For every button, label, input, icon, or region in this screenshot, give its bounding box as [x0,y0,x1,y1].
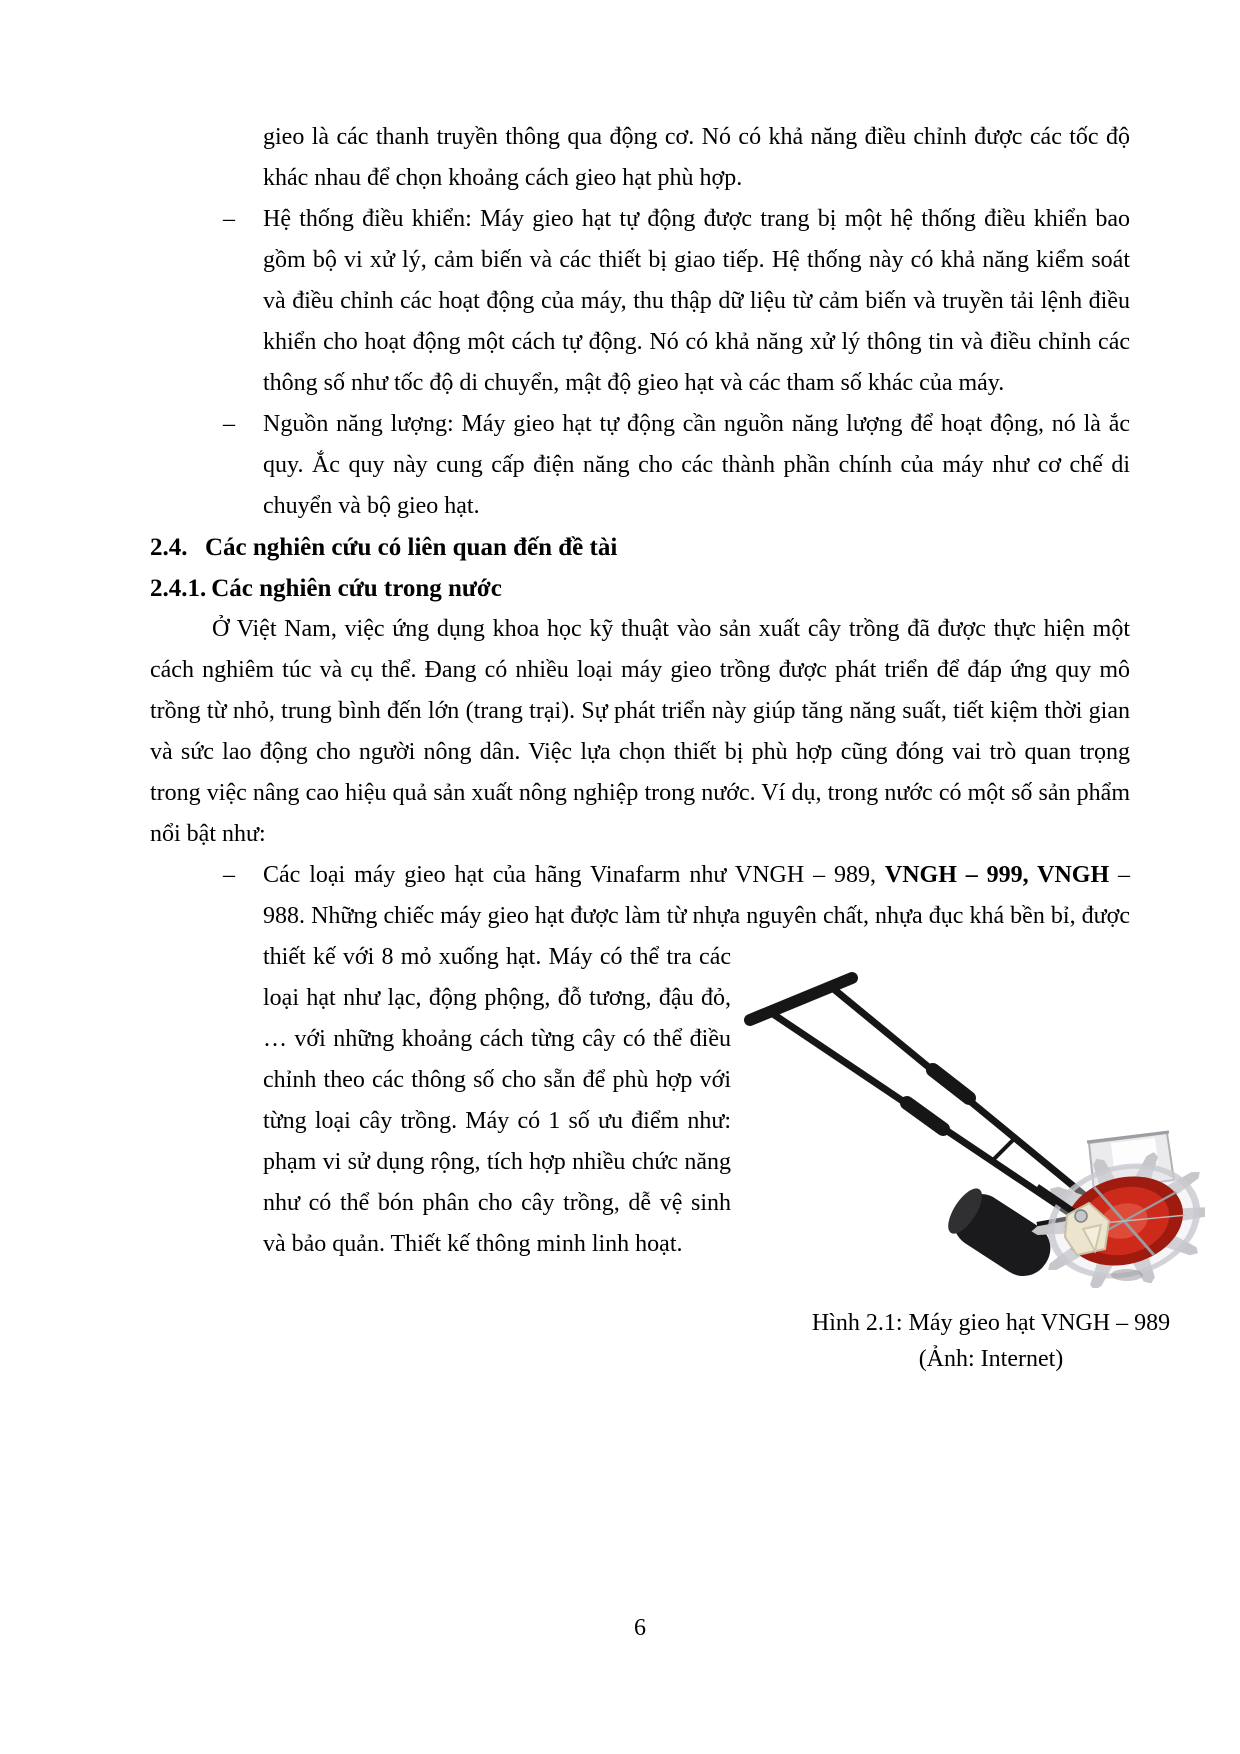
bullet-text-part3: bỉ, được thiết kế với 8 mỏ xuống hạt. Máy có thể tra các loại hạt như lạc, động phộng, đỗ tương, đậu đỏ, … với những khoảng cách từng cây có thể điều chỉnh theo các thông số cho sẵn để phù hợp với từng loại cây trồng. Máy có 1 số ưu điểm như: phạm vi sử dụng rộng, tích hợp nhiều chức năng như có thể bón phân cho cây trồng, dễ vệ sinh và bảo quản. Thiết kế thông minh linh hoạt. [263,903,1130,1257]
heading-label: Các nghiên cứu có liên quan đến đề tài [205,534,618,561]
bullet-dash: – [223,862,235,888]
figure-caption [737,1305,1205,1377]
wheel-shadow-part [1111,1269,1143,1281]
figure-caption-line1: Hình 2.1: Máy gieo hạt VNGH – 989 [811,1310,1171,1336]
bullet-text-part1: Các loại máy gieo hạt của hãng Vinafarm như VNGH – 989, [263,862,885,888]
figure-2-1 [737,937,1171,1377]
heading-label: Các nghiên cứu trong nước [211,575,502,602]
bullet-dash: – [223,206,235,232]
handle-crossbar [991,1137,1016,1162]
bullet-text: Hệ thống điều khiển: Máy gieo hạt tự động được trang bị một hệ thống điều khiển bao gồm bộ vi xử lý, cảm biến và các thiết bị giao tiếp. Hệ thống này có khả năng kiểm soát và điều chỉnh các hoạt động của máy, thu thập dữ liệu từ cảm biến và truyền tải lệnh điều khiển cho hoạt động một cách tự động. Nó có khả năng xử lý thông tin và điều chỉnh các thông số như tốc độ di chuyển, mật độ gieo hạt và các tham số khác của máy. [263,206,1130,396]
seeder-photo [737,937,1205,1288]
bullet-text-bold: VNGH – 999, VNGH [884,862,1110,888]
heading-number: 2.4.1. [150,575,207,602]
section-heading-2-4-1 [150,568,1130,609]
continued-bullet-text: gieo là các thanh truyền thông qua động cơ. Nó có khả năng điều chỉnh được các tốc độ khác nhau để chọn khoảng cách gieo hạt phù hợp. [263,124,1130,191]
intro-paragraph: Ở Việt Nam, việc ứng dụng khoa học kỹ thuật vào sản xuất cây trồng đã được thực hiện một cách nghiêm túc và cụ thể. Đang có nhiều loại máy gieo trồng được phát triển để đáp ứng quy mô trồng từ nhỏ, trung bình đến lớn (trang trại). Sự phát triển này giúp tăng năng suất, tiết kiệm thời gian và sức lao động cho người nông dân. Việc lựa chọn thiết bị phù hợp cũng đóng vai trò quan trọng trong việc nâng cao hiệu quả sản xuất nông nghiệp trong nước. Ví dụ, trong nước có một số sản phẩm nổi bật như: [150,616,1130,847]
section-heading-2-4 [150,527,1130,568]
bullet-dash: – [223,411,235,437]
handle-sleeve [907,1103,943,1129]
bullet-control-system [150,199,1130,404]
page-body [150,117,1171,1377]
seeder-handle-grip [750,978,852,1020]
bullet-text-part2: – 988. Những chiếc máy gieo hạt được làm từ nhựa nguyên chất, nhựa đục khá bền [263,862,1130,929]
heading-number: 2.4. [150,534,188,561]
hub-bolt [1075,1210,1087,1222]
bullet-power-source [150,404,1130,527]
bullet-vinafarm-products [150,855,1171,1372]
figure-caption-line2: (Ảnh: Internet) [918,1346,1064,1372]
bullet-text: Nguồn năng lượng: Máy gieo hạt tự động cần nguồn năng lượng để hoạt động, nó là ắc quy. Ắc quy này cung cấp điện năng cho các thành phần chính của máy như cơ chế di chuyển và bộ gieo hạt. [263,411,1130,519]
handle-sleeve [933,1070,969,1098]
page-number: 6 [634,1615,646,1641]
